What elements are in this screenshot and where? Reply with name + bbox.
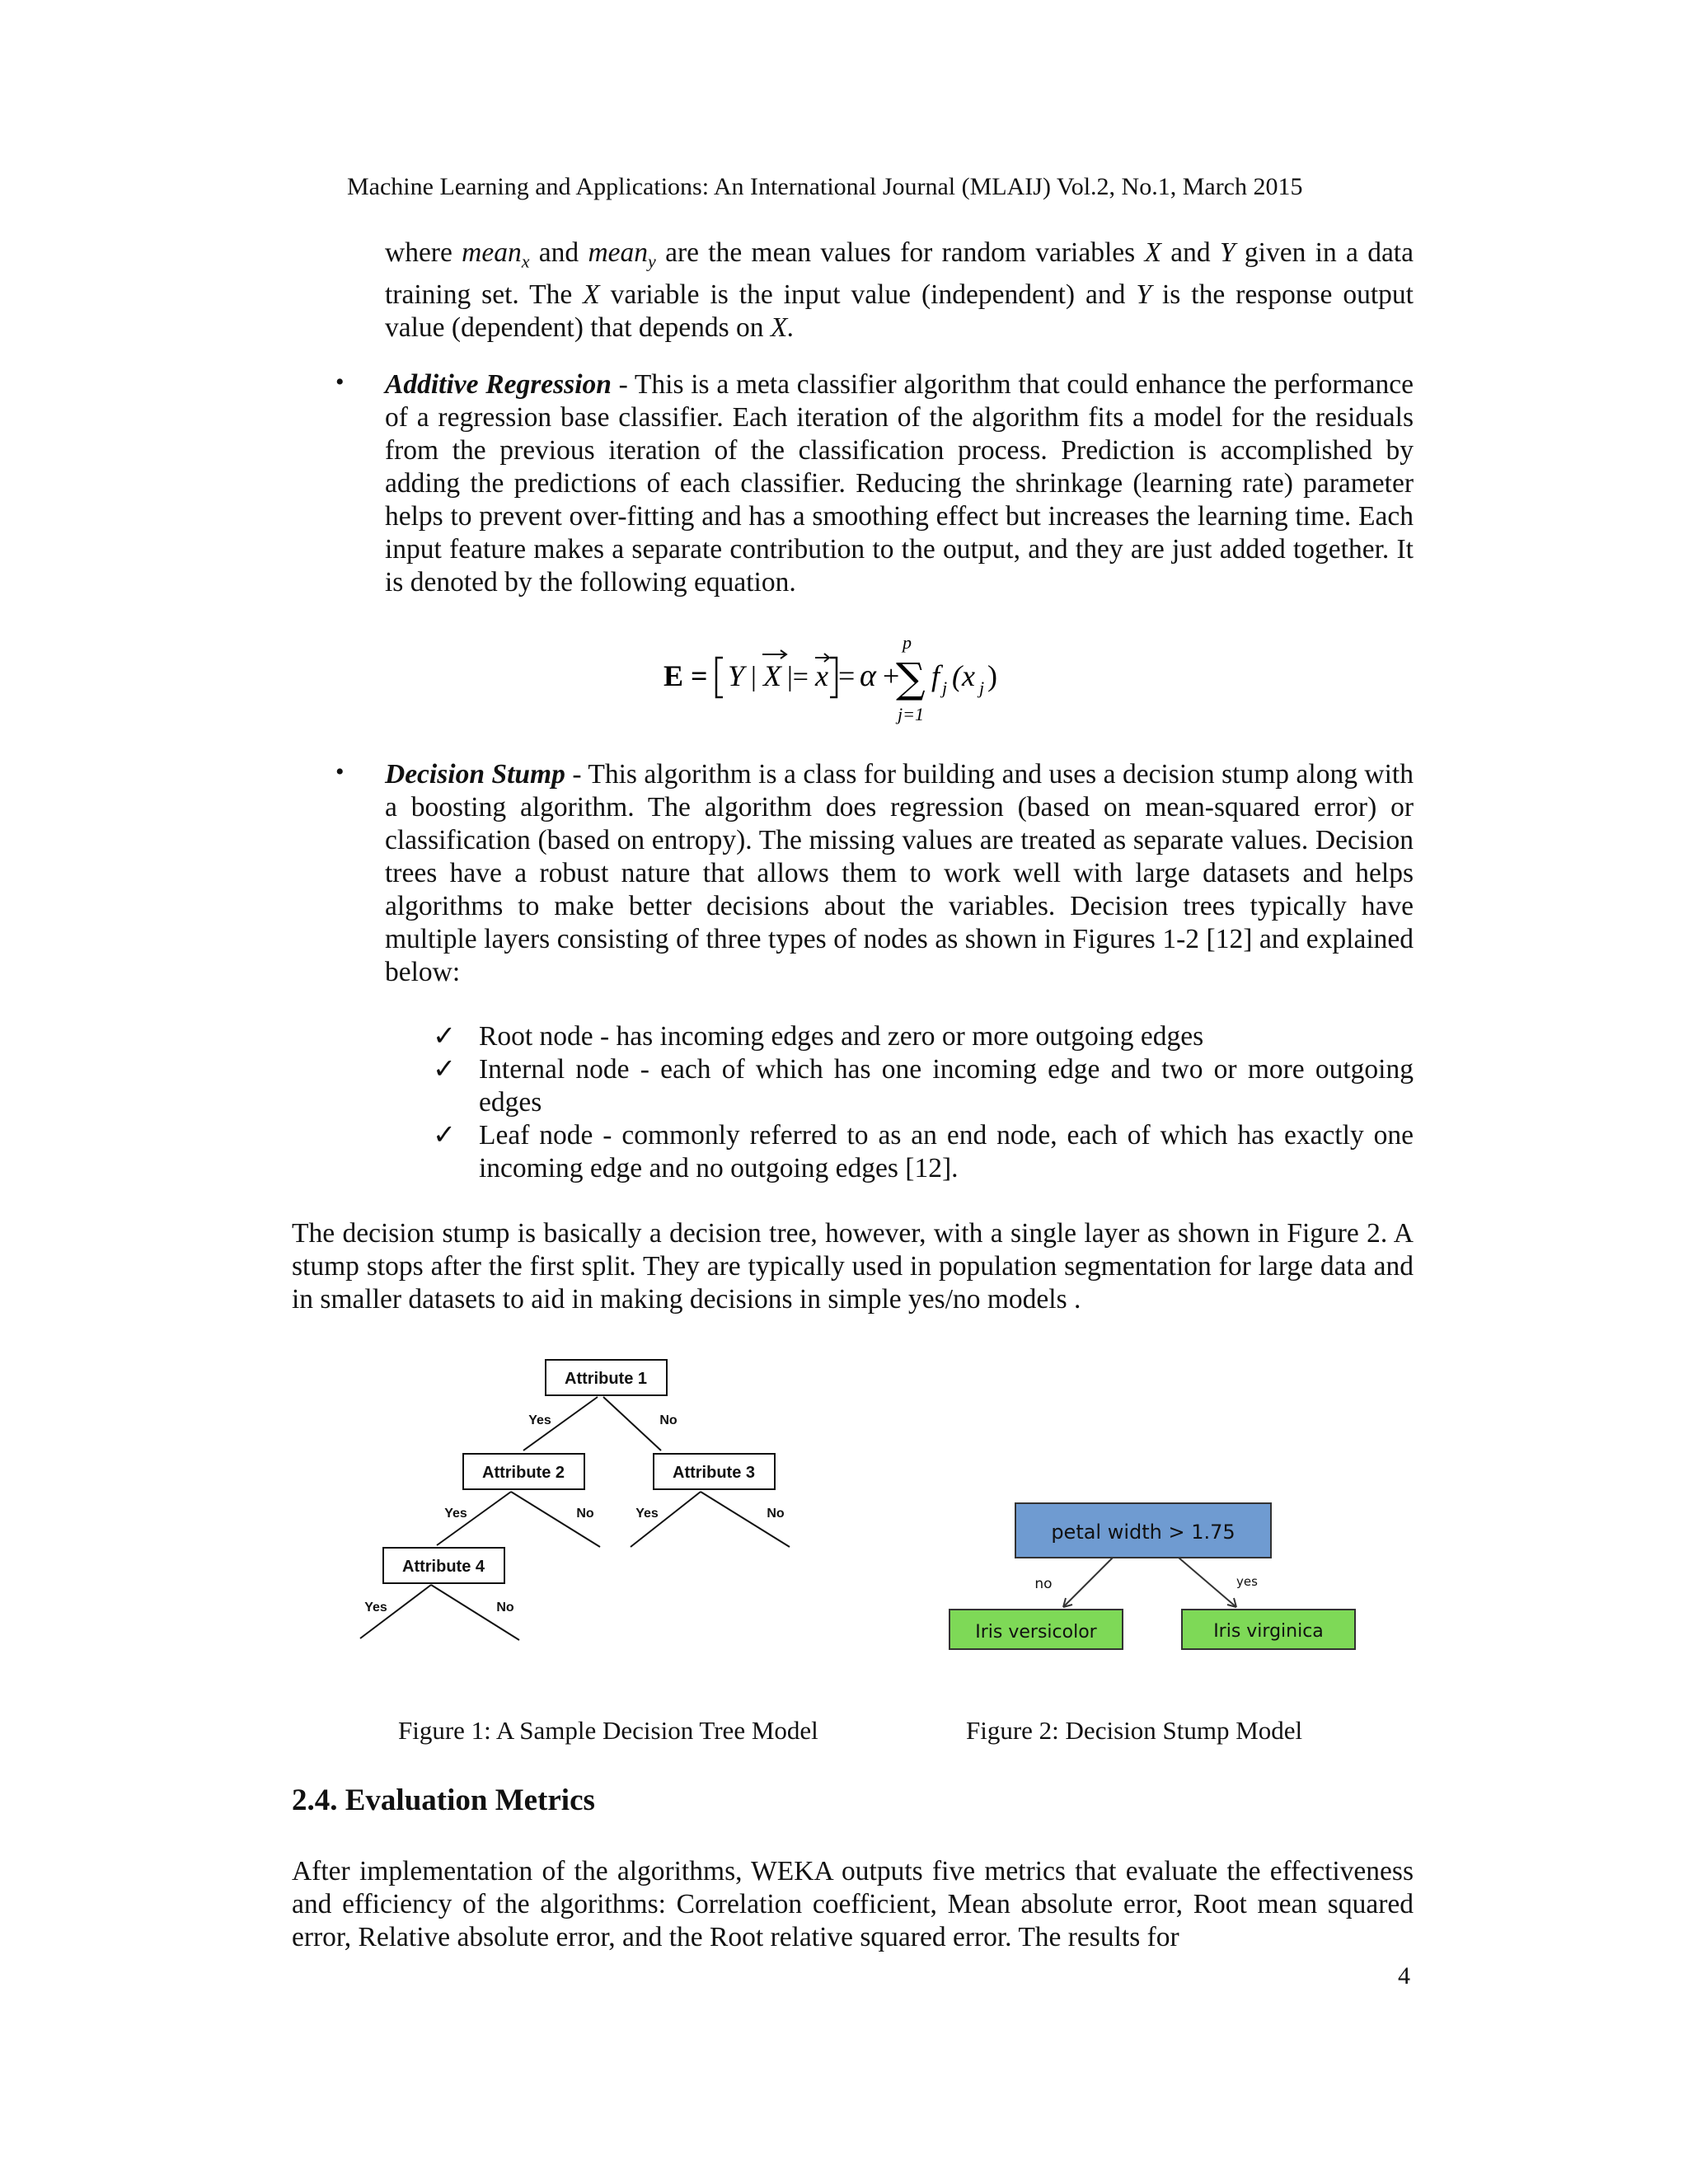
edge-label-yes: Yes xyxy=(635,1507,659,1521)
eq-equals: = xyxy=(838,659,856,692)
text-run: is the response output value (dependent) that depends on xyxy=(385,279,1414,343)
text-run: where xyxy=(385,237,462,268)
var-x: X xyxy=(1144,237,1161,268)
stump-edge-label-no: no xyxy=(1034,1576,1053,1592)
term-decision-stump: Decision Stump xyxy=(385,759,565,790)
figure-1-decision-tree xyxy=(346,1343,824,1657)
text-run: given in a data training set. The xyxy=(385,237,1414,310)
eq-x: x xyxy=(815,659,828,692)
stump-root-label: petal width > 1.75 xyxy=(1051,1521,1236,1544)
tree-node-attribute-2: Attribute 2 xyxy=(482,1464,565,1482)
decision-stump-text: - This algorithm is a class for building and uses a decision stump along with a boosting algorithm. The algorithm does regression (based on mean-squared error) or classification (based on entropy). The missing values are treated as separate values. Decision trees have a robust nature that allows them to work well with large datasets and helps algorithms to make better decisions about the variables. Decision trees typically have multiple layers consisting of three types of nodes as shown in Figures 1-2 [12] and explained below: xyxy=(385,759,1414,987)
var-x: X. xyxy=(770,312,795,343)
evaluation-metrics-paragraph: After implementation of the algorithms, WEKA outputs five metrics that evaluate the effectiveness and efficiency of the algorithms: Correlation coefficient, Mean absolute error, Root mean squared error, Relative absolute error, and the Root relative squared error. The results for xyxy=(292,1856,1414,1952)
eq-close: ) xyxy=(987,659,997,692)
tree-node-attribute-4: Attribute 4 xyxy=(402,1558,485,1576)
stump-edge-yes xyxy=(1179,1558,1236,1607)
checkmark-icon: ✓ xyxy=(433,1021,457,1052)
intro-paragraph xyxy=(385,237,1414,344)
mean-y: mean$_y$ xyxy=(588,237,656,272)
additive-regression-text: - This is a meta classifier algorithm that could enhance the performance of a regression base classifier. Each iteration of the algorithm fits a model for the residuals from the previous iteration of the classification process. Prediction is accomplished by adding the predictions of each classifier. Reducing the shrinkage (learning rate) parameter helps to prevent over-fitting and has a smoothing effect but increases the learning time. Each input feature makes a separate contribution to the output, and they are just added together. It is denoted by the following equation. xyxy=(385,369,1414,598)
bullet-dot: • xyxy=(335,368,345,396)
eq-y: Y xyxy=(728,659,745,692)
eq-alpha: α xyxy=(860,658,876,693)
stump-edge-no xyxy=(1063,1558,1113,1607)
eq-left-bracket xyxy=(716,658,723,697)
stump-description-paragraph: The decision stump is basically a decision tree, however, with a single layer as shown in Figure 2. A stump stops after the first split. They are typically used in population segmentation for large data and in smaller datasets to aid in making decisions in simple yes/no models . xyxy=(292,1218,1414,1315)
eq-sum-upper: p xyxy=(903,635,912,653)
checklist-text: Leaf node - commonly referred to as an end node, each of which has exactly one incoming edge and no outgoing edges [12]. xyxy=(479,1120,1414,1183)
decision-stump-paragraph xyxy=(385,758,1414,989)
figure-2-caption: Figure 2: Decision Stump Model xyxy=(966,1716,1303,1745)
checklist-item-internal-node xyxy=(433,1053,1414,1119)
figure-1-caption: Figure 1: A Sample Decision Tree Model xyxy=(398,1716,818,1745)
text-run: variable is the input value (independent) and xyxy=(599,279,1137,310)
tree-edge xyxy=(603,1397,661,1451)
checkmark-icon: ✓ xyxy=(433,1120,457,1151)
tree-node-attribute-1: Attribute 1 xyxy=(565,1370,647,1388)
vector-arrow-icon xyxy=(762,650,786,658)
eq-plus: + xyxy=(883,659,900,692)
edge-label-no: No xyxy=(496,1601,514,1615)
checkmark-icon: ✓ xyxy=(433,1054,457,1085)
eq-arg-sub: j xyxy=(979,677,985,698)
term-additive-regression: Additive Regression xyxy=(385,369,612,400)
var-y: Y xyxy=(1136,279,1151,310)
edge-label-no: No xyxy=(659,1413,678,1427)
checklist-item-root-node xyxy=(433,1020,1414,1053)
text-run: and xyxy=(529,237,588,268)
edge-label-no: No xyxy=(576,1507,594,1521)
eq-sum-lower: j=1 xyxy=(898,704,924,724)
stump-leaf-label: Iris versicolor xyxy=(975,1622,1097,1643)
checklist-text: Internal node - each of which has one incoming edge and two or more outgoing edges xyxy=(479,1054,1414,1118)
eq-right-bracket xyxy=(830,658,837,697)
checklist-item-leaf-node xyxy=(433,1119,1414,1185)
page-number: 4 xyxy=(1398,1962,1410,1990)
checklist-text: Root node - has incoming edges and zero or more outgoing edges xyxy=(479,1021,1204,1052)
edge-label-yes: Yes xyxy=(444,1507,467,1521)
tree-node-attribute-3: Attribute 3 xyxy=(673,1464,755,1482)
var-y: Y xyxy=(1219,237,1236,268)
edge-label-yes: Yes xyxy=(528,1413,551,1427)
sigma-icon: ∑ xyxy=(896,654,926,702)
bullet-dot: • xyxy=(335,758,345,785)
eq-arg: (x xyxy=(952,659,975,692)
eq-f-sub: j xyxy=(942,677,948,698)
section-heading: 2.4. Evaluation Metrics xyxy=(292,1783,595,1817)
figure-2-decision-stump xyxy=(931,1492,1376,1665)
eq-bar: | xyxy=(751,662,757,692)
text-run: and xyxy=(1160,237,1220,268)
eq-f: f xyxy=(931,659,940,692)
stump-edge-label-yes: yes xyxy=(1236,1574,1258,1589)
running-header: Machine Learning and Applications: An International Journal (MLAIJ) Vol.2, No.1, March 2015 xyxy=(347,173,1303,200)
eq-equals-bar: |= xyxy=(787,662,809,692)
edge-label-no: No xyxy=(767,1507,785,1521)
additive-regression-paragraph xyxy=(385,368,1414,599)
additive-regression-equation xyxy=(663,635,1059,725)
text-run: are the mean values for random variables xyxy=(655,237,1145,268)
eq-x-vector: X xyxy=(763,659,781,692)
mean-x: mean$_x$ xyxy=(462,237,530,272)
edge-label-yes: Yes xyxy=(364,1601,387,1615)
var-x: X xyxy=(583,279,600,310)
stump-leaf-label: Iris virginica xyxy=(1213,1621,1324,1642)
eq-lhs: E = xyxy=(663,659,708,692)
node-type-checklist xyxy=(433,1020,1414,1185)
